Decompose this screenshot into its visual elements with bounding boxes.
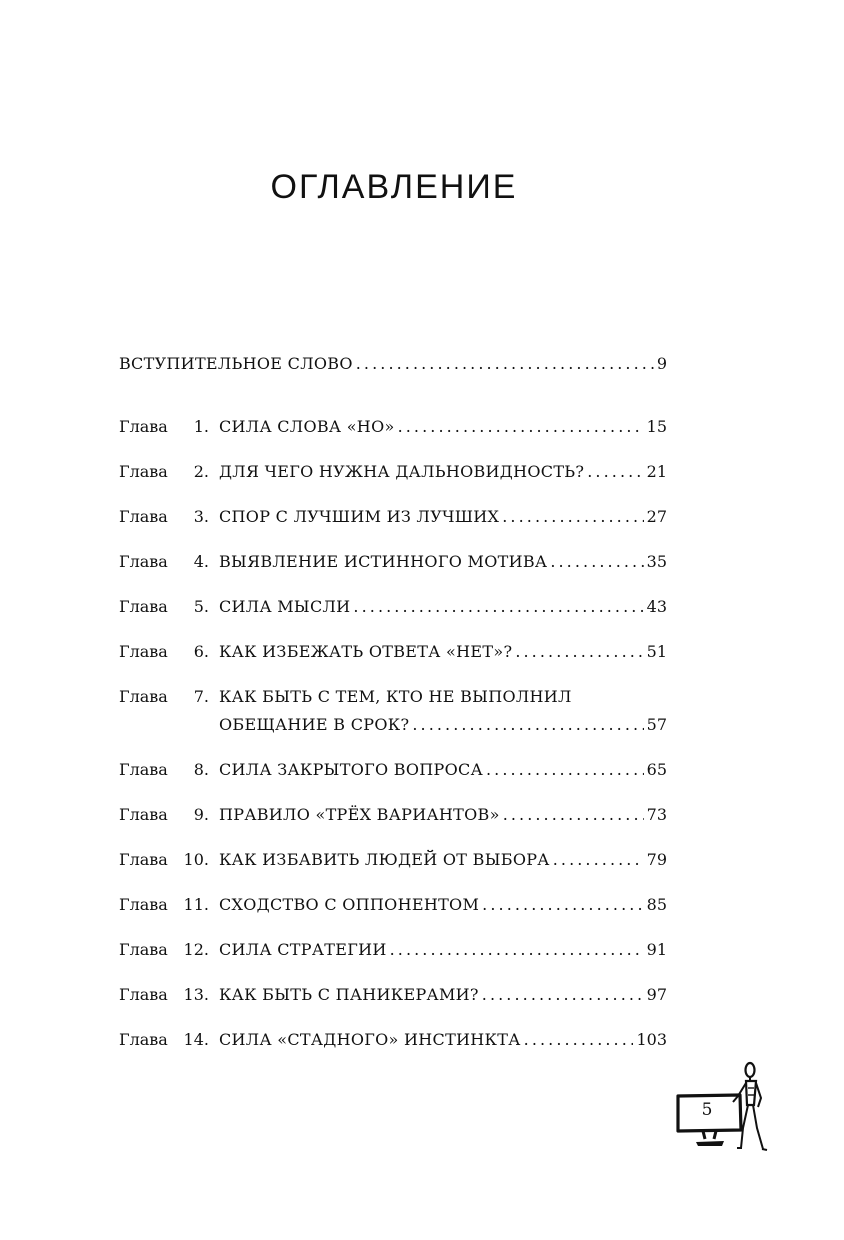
toc-entry-title-line2: ОБЕЩАНИЕ В СРОК? [219, 715, 410, 734]
dot-leader [412, 711, 643, 739]
chapter-number: 4. [193, 552, 209, 571]
toc-entry-chapter-11 [119, 891, 667, 919]
toc-entry-page: 103 [636, 1030, 667, 1049]
toc-entry-chapter-10 [119, 846, 667, 874]
toc-entry-page: 9 [656, 354, 667, 373]
toc-entry-title: ВСТУПИТЕЛЬНОЕ СЛОВО [119, 354, 353, 373]
chapter-number: 2. [193, 462, 209, 481]
toc-entry-intro [119, 350, 667, 378]
chapter-word: Глава [119, 985, 168, 1004]
toc-entry-title: СИЛА СТРАТЕГИИ [219, 940, 387, 959]
chapter-number: 8. [193, 760, 209, 779]
toc-entry-chapter-2 [119, 458, 667, 486]
chapter-word: Глава [119, 1030, 168, 1049]
chapter-word: Глава [119, 687, 168, 706]
toc-entry-title: КАК БЫТЬ С ТЕМ, КТО НЕ ВЫПОЛНИЛ [219, 687, 572, 706]
toc-entry-page: 85 [646, 895, 667, 914]
toc-entry-title: ДЛЯ ЧЕГО НУЖНА ДАЛЬНОВИДНОСТЬ? [219, 462, 585, 481]
dot-leader [503, 801, 644, 829]
toc-entry-title: КАК БЫТЬ С ПАНИКЕРАМИ? [219, 985, 479, 1004]
toc-entry-chapter-6 [119, 638, 667, 666]
toc-entry-page: 57 [646, 715, 667, 734]
toc-entry-title: КАК ИЗБАВИТЬ ЛЮДЕЙ ОТ ВЫБОРА [219, 850, 550, 869]
toc-entry-chapter-7-continued [119, 711, 667, 739]
chapter-word: Глава [119, 417, 168, 436]
toc-entry-page: 97 [646, 985, 667, 1004]
chapter-word: Глава [119, 552, 168, 571]
chapter-word: Глава [119, 940, 168, 959]
dot-leader [502, 503, 643, 531]
toc-entry-title: СПОР С ЛУЧШИМ ИЗ ЛУЧШИХ [219, 507, 500, 526]
toc-entry-page: 65 [646, 760, 667, 779]
toc-entry-chapter-7 [119, 683, 667, 711]
dot-leader [390, 936, 644, 964]
dot-leader [524, 1026, 634, 1054]
dot-leader [550, 548, 643, 576]
toc-entry-chapter-8 [119, 756, 667, 784]
chapter-word: Глава [119, 895, 168, 914]
toc-entry-page: 73 [646, 805, 667, 824]
toc-entry-page: 27 [646, 507, 667, 526]
toc-entry-chapter-5 [119, 593, 667, 621]
chapter-word: Глава [119, 507, 168, 526]
chapter-number: 5. [193, 597, 209, 616]
chapter-number: 12. [183, 940, 209, 959]
dot-leader [353, 593, 643, 621]
chapter-number: 9. [193, 805, 209, 824]
toc-entry-chapter-14 [119, 1026, 667, 1054]
chapter-word: Глава [119, 805, 168, 824]
chapter-number: 13. [183, 985, 209, 1004]
dot-leader [356, 350, 654, 378]
dot-leader [515, 638, 643, 666]
toc-entry-title: СХОДСТВО С ОППОНЕНТОМ [219, 895, 480, 914]
toc-entry-page: 15 [646, 417, 667, 436]
dot-leader [398, 413, 644, 441]
dot-leader [553, 846, 644, 874]
toc-entry-page: 91 [646, 940, 667, 959]
toc-entry-chapter-4 [119, 548, 667, 576]
chapter-number: 7. [193, 687, 209, 706]
chapter-number: 11. [183, 895, 209, 914]
dot-leader [482, 891, 643, 919]
page-number: 5 [701, 1100, 713, 1120]
toc-entry-page: 79 [646, 850, 667, 869]
toc-entry-page: 51 [646, 642, 667, 661]
toc-entry-page: 43 [646, 597, 667, 616]
chapter-word: Глава [119, 850, 168, 869]
chapter-number: 10. [183, 850, 209, 869]
dot-leader [587, 458, 643, 486]
toc-entry-chapter-1 [119, 413, 667, 441]
chapter-word: Глава [119, 642, 168, 661]
toc-entry-chapter-12 [119, 936, 667, 964]
toc-entry-chapter-9 [119, 801, 667, 829]
toc-entry-title: СИЛА МЫСЛИ [219, 597, 351, 616]
chapter-number: 3. [193, 507, 209, 526]
toc-entry-title: КАК ИЗБЕЖАТЬ ОТВЕТА «НЕТ»? [219, 642, 513, 661]
toc-entry-title: СИЛА ЗАКРЫТОГО ВОПРОСА [219, 760, 483, 779]
chapter-word: Глава [119, 760, 168, 779]
toc-entry-page: 21 [646, 462, 667, 481]
toc-entry-title: СИЛА СЛОВА «НО» [219, 417, 395, 436]
toc-entry-title: СИЛА «СТАДНОГО» ИНСТИНКТА [219, 1030, 521, 1049]
toc-entry-page: 35 [646, 552, 667, 571]
chapter-number: 6. [193, 642, 209, 661]
toc-entry-title: ВЫЯВЛЕНИЕ ИСТИННОГО МОТИВА [219, 552, 548, 571]
chapter-word: Глава [119, 597, 168, 616]
toc-entry-chapter-3 [119, 503, 667, 531]
chapter-word: Глава [119, 462, 168, 481]
toc-entry-chapter-13 [119, 981, 667, 1009]
dot-leader [482, 981, 644, 1009]
page-title: ОГЛАВЛЕНИЕ [270, 168, 518, 206]
chapter-number: 1. [193, 417, 209, 436]
toc-entry-title: ПРАВИЛО «ТРЁХ ВАРИАНТОВ» [219, 805, 500, 824]
chapter-number: 14. [183, 1030, 209, 1049]
dot-leader [486, 756, 644, 784]
